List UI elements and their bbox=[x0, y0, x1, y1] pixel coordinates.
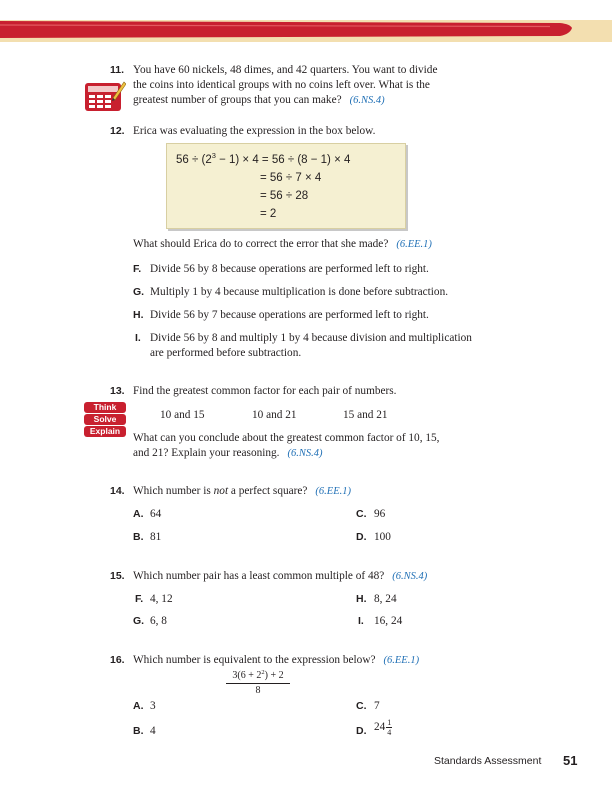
q14-choice-b[interactable]: 81 bbox=[150, 531, 162, 543]
badge-explain: Explain bbox=[84, 426, 126, 437]
q16-choice-d[interactable]: 24 $\frac{1}{4}$ bbox=[374, 718, 392, 737]
q14-choice-c[interactable]: 96 bbox=[374, 508, 386, 520]
q14-choice-c-letter: C. bbox=[356, 508, 367, 520]
q11-standard: (6.NS.4) bbox=[349, 95, 385, 106]
q15-prompt: Which number pair has a least common multiple of 48? bbox=[133, 570, 385, 582]
q12-choice-i-line-1[interactable]: Divide 56 by 8 and multiply 1 by 4 because division and multiplication bbox=[150, 332, 472, 344]
q13-pair-2: 10 and 21 bbox=[252, 409, 297, 421]
expr-line-1: $56 \div (2^3 - 1) \times 4 = 56 \div (8 - 1) \times 4$ bbox=[176, 151, 351, 166]
q14-prompt: Which number is not a perfect square? (6.EE.1) bbox=[133, 485, 351, 497]
badge-think: Think bbox=[84, 402, 126, 413]
footer-label: Standards Assessment bbox=[434, 755, 542, 767]
q12-choice-h[interactable]: Divide 56 by 7 because operations are performed left to right. bbox=[150, 309, 429, 321]
expr-line-4: = 2 bbox=[260, 208, 277, 220]
q12-choice-h-letter: H. bbox=[133, 309, 144, 321]
q16-choice-b-letter: B. bbox=[133, 725, 144, 737]
q14-choice-d-letter: D. bbox=[356, 531, 367, 543]
q12-question: What should Erica do to correct the error that she made? bbox=[133, 238, 389, 250]
q15-choice-h[interactable]: 8, 24 bbox=[374, 593, 397, 605]
q15-choice-i[interactable]: 16, 24 bbox=[374, 615, 403, 627]
q16-standard: (6.EE.1) bbox=[383, 655, 420, 666]
q16-choice-b[interactable]: 4 bbox=[150, 725, 156, 737]
q16-choice-a-letter: A. bbox=[133, 700, 144, 712]
q15-choice-i-letter: I. bbox=[358, 615, 364, 627]
q15-choice-f-letter: F. bbox=[135, 593, 144, 605]
top-banner bbox=[0, 20, 612, 42]
q12-choice-i-letter: I. bbox=[135, 332, 141, 344]
q13-prompt: Find the greatest common factor for each pair of numbers. bbox=[133, 385, 397, 397]
q16-number: 16. bbox=[110, 654, 125, 666]
q13-line-2: and 21? Explain your reasoning. bbox=[133, 447, 280, 459]
q13-standard: (6.NS.4) bbox=[287, 448, 323, 459]
q16-choice-c[interactable]: 7 bbox=[374, 700, 380, 712]
q16-choice-c-letter: C. bbox=[356, 700, 367, 712]
q15-number: 15. bbox=[110, 570, 125, 582]
q12-standard: (6.EE.1) bbox=[396, 239, 432, 250]
q13-line-1: What can you conclude about the greatest common factor of 10, 15, bbox=[133, 432, 440, 444]
q16-fraction bbox=[226, 670, 290, 697]
q11-line-1: You have 60 nickels, 48 dimes, and 42 quarters. You want to divide bbox=[133, 64, 438, 76]
q12-number: 12. bbox=[110, 125, 125, 137]
q16-prompt: Which number is equivalent to the expression below? bbox=[133, 654, 376, 666]
q11-line-3: greatest number of groups that you can make? bbox=[133, 94, 342, 106]
q16-fraction-denominator: 8 bbox=[255, 685, 261, 696]
page-number: 51 bbox=[563, 753, 578, 768]
q11-line-2: the coins into identical groups with no coins left over. What is the bbox=[133, 79, 430, 91]
q11-number: 11. bbox=[110, 64, 125, 76]
badge-solve: Solve bbox=[84, 414, 126, 425]
expr-line-3: = 56 ÷ 28 bbox=[260, 190, 309, 202]
q12-choice-i-line-2[interactable]: are performed before subtraction. bbox=[150, 347, 302, 359]
q16-fraction-numerator: $3(6 + 2^2) + 2$ bbox=[226, 670, 290, 684]
q12-choice-f[interactable]: Divide 56 by 8 because operations are performed left to right. bbox=[150, 263, 429, 275]
q14-number: 14. bbox=[110, 485, 125, 497]
calculator-icon bbox=[84, 80, 126, 114]
q12-prompt: Erica was evaluating the expression in the box below. bbox=[133, 125, 376, 137]
expr-line-2: = 56 ÷ 7 × 4 bbox=[260, 172, 322, 184]
q15-choice-g-letter: G. bbox=[133, 615, 145, 627]
q16-choice-d-letter: D. bbox=[356, 725, 367, 737]
q12-choice-g[interactable]: Multiply 1 by 4 because multiplication is done before subtraction. bbox=[150, 286, 449, 298]
q14-choice-a[interactable]: 64 bbox=[150, 508, 162, 520]
q15-choice-h-letter: H. bbox=[356, 593, 367, 605]
q12-choice-g-letter: G. bbox=[133, 286, 145, 298]
q13-pair-3: 15 and 21 bbox=[343, 409, 388, 421]
q13-pair-1: 10 and 15 bbox=[160, 409, 205, 421]
q15-choice-f[interactable]: 4, 12 bbox=[150, 593, 173, 605]
q15-standard: (6.NS.4) bbox=[392, 571, 428, 582]
q15-choice-g[interactable]: 6, 8 bbox=[150, 615, 167, 627]
q14-choice-b-letter: B. bbox=[133, 531, 144, 543]
q14-choice-d[interactable]: 100 bbox=[374, 531, 391, 543]
q16-choice-a[interactable]: 3 bbox=[150, 700, 156, 712]
q13-number: 13. bbox=[110, 385, 125, 397]
q12-choice-f-letter: F. bbox=[133, 263, 142, 275]
q14-choice-a-letter: A. bbox=[133, 508, 144, 520]
q14-standard: (6.EE.1) bbox=[315, 486, 351, 497]
